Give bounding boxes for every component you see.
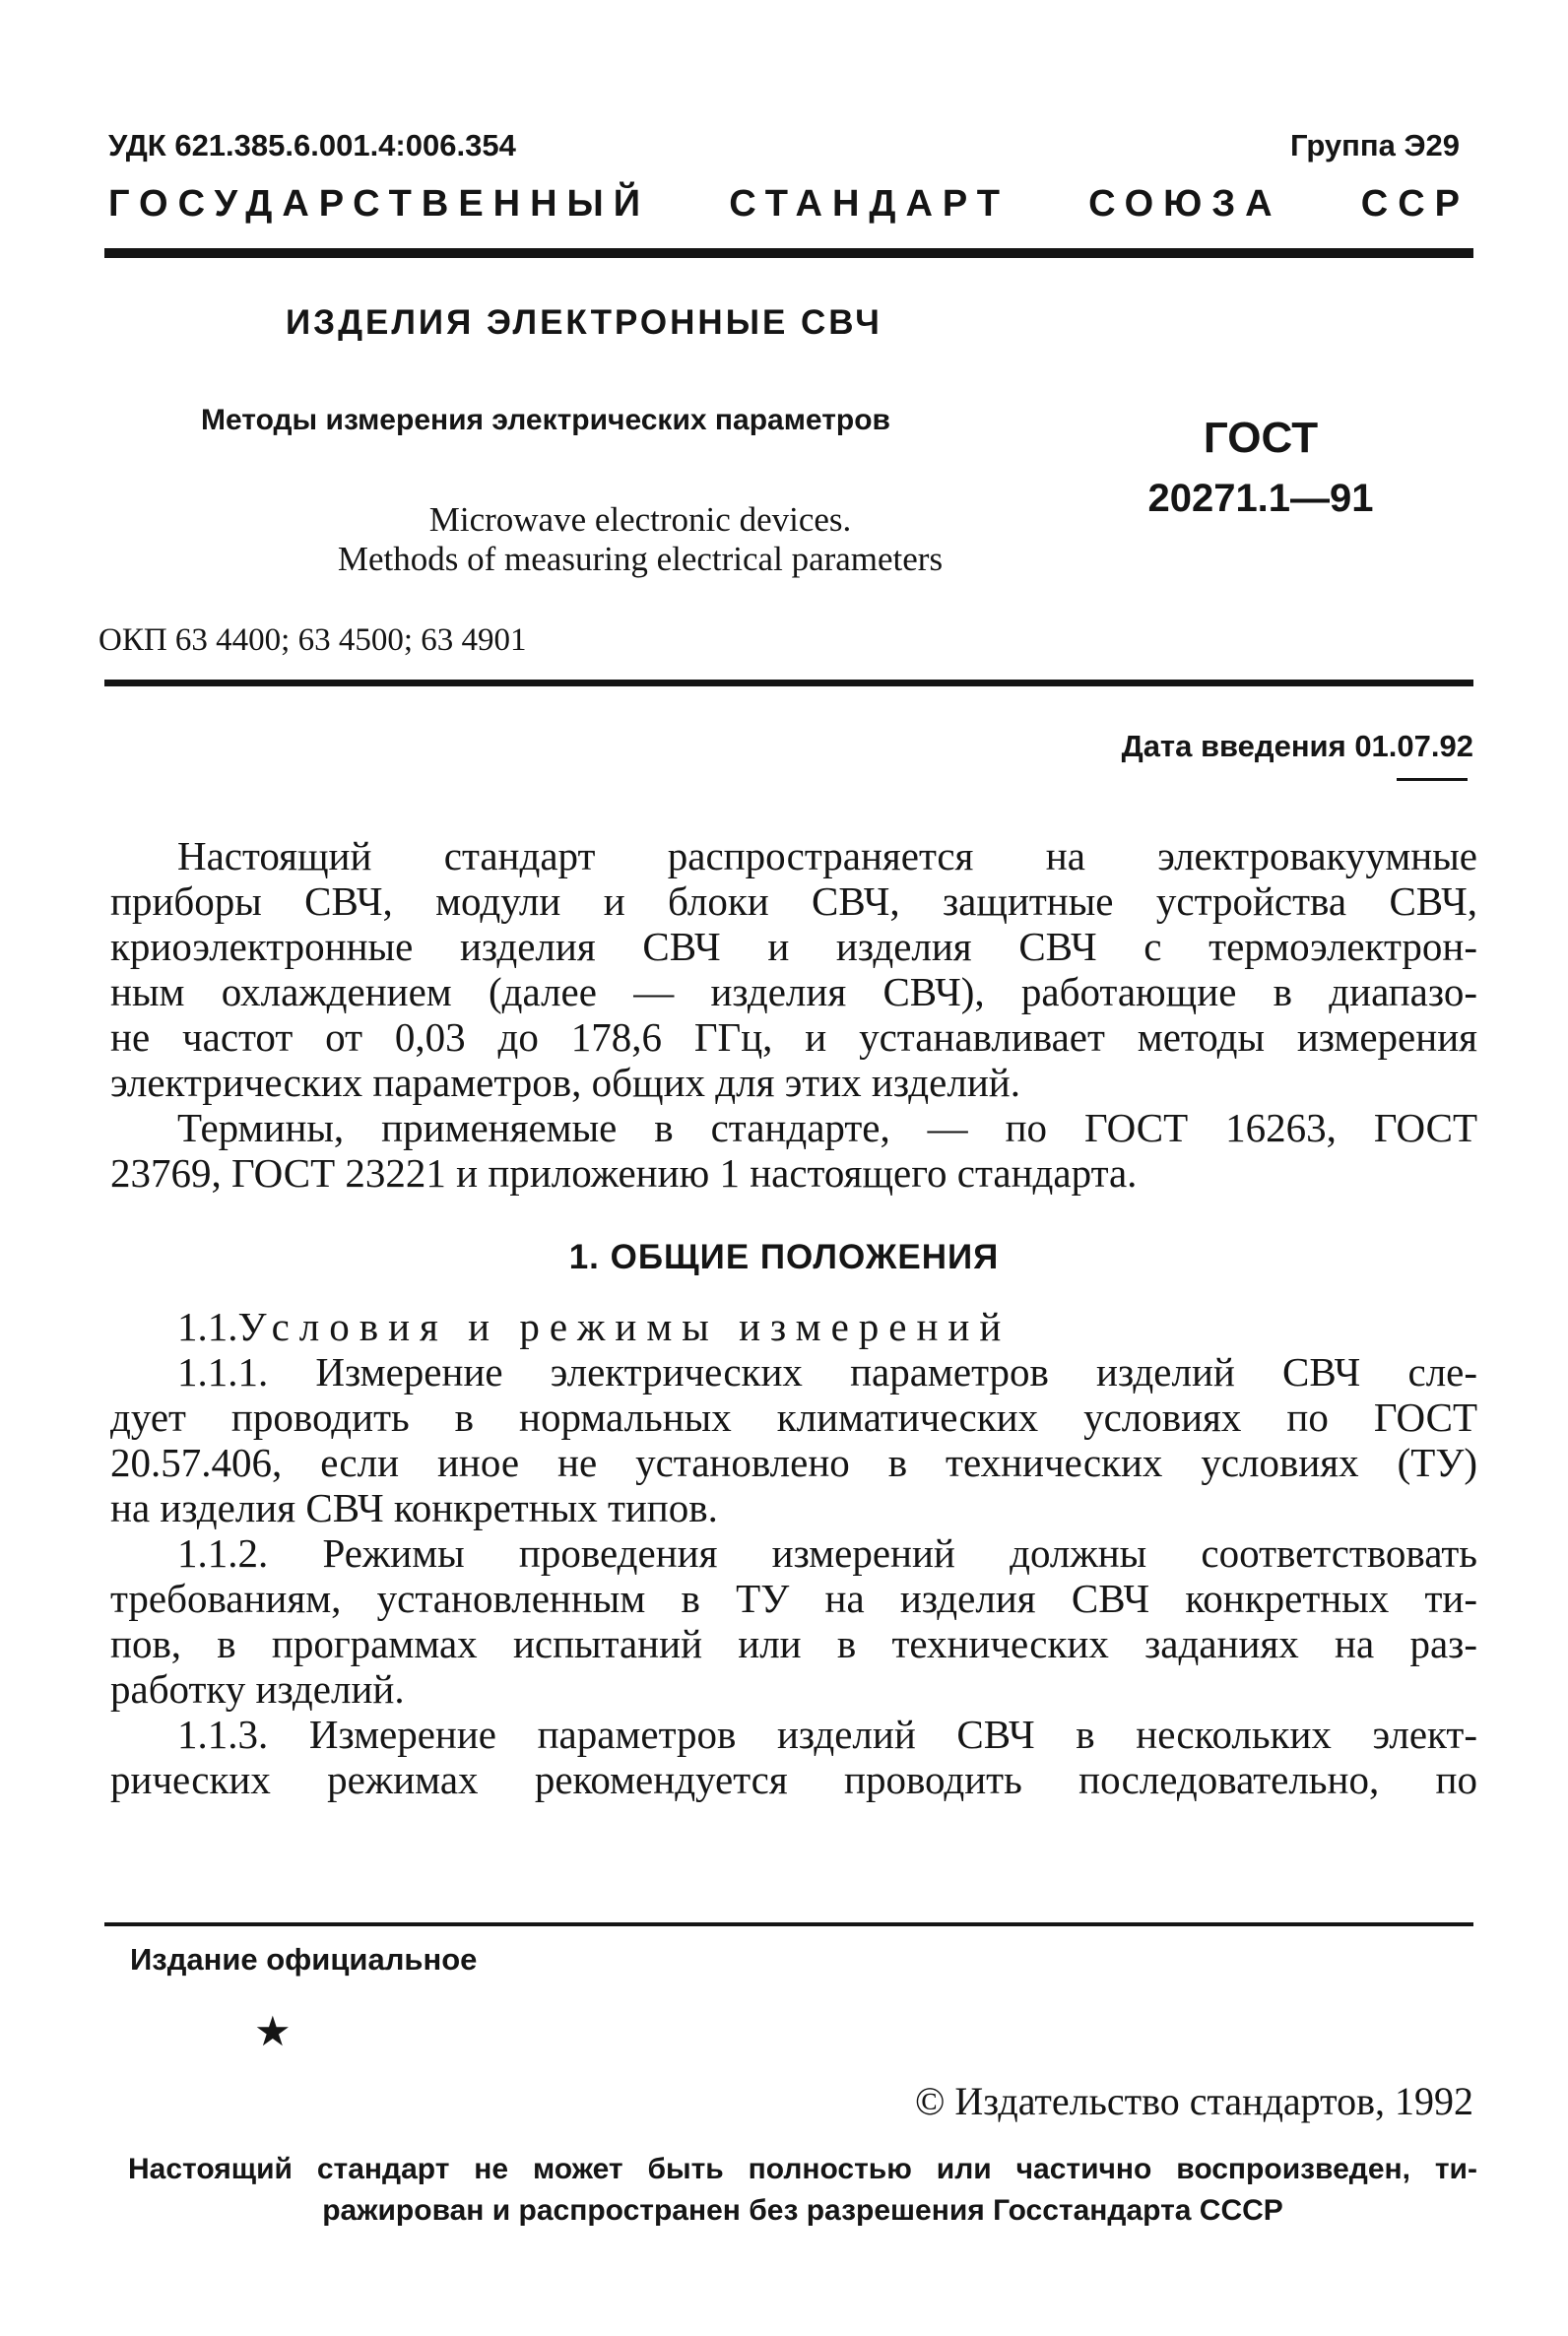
copyright-line: © Издательство стандартов, 1992	[914, 2079, 1473, 2123]
reproduction-notice-line-2: ражирован и распространен без разрешения Госстандарта СССР	[322, 2194, 1283, 2227]
text-line: ным охлаждением (далее — изделия СВЧ), работающие в диапазо-	[110, 969, 1477, 1014]
text-line: криоэлектронные изделия СВЧ и изделия СВЧ с термоэлектрон-	[110, 924, 1477, 969]
paragraph-1-1-2	[110, 1530, 1477, 1712]
state-word-2: СТАНДАРТ	[729, 183, 1010, 225]
state-word-1: ГОСУДАРСТВЕННЫЙ	[108, 183, 651, 225]
subsection-number: 1.1.	[177, 1304, 238, 1349]
text-line: 1.1.1. Измерение электрических параметров изделий СВЧ сле-	[177, 1349, 1477, 1395]
okp-codes: ОКП 63 4400; 63 4500; 63 4901	[98, 622, 527, 658]
text-line: дует проводить в нормальных климатических условиях по ГОСТ	[110, 1395, 1477, 1440]
english-title-line-2: Methods of measuring electrical parameters	[337, 540, 944, 578]
subsection-heading	[110, 1304, 1477, 1349]
text-line: 1.1.3. Измерение параметров изделий СВЧ в нескольких элект-	[177, 1712, 1477, 1757]
state-standard-heading	[108, 183, 1470, 226]
text-line: 1.1.2. Режимы проведения измерений должны соответствовать	[177, 1530, 1477, 1576]
text-line: рических режимах рекомендуется проводить последовательно, по	[110, 1757, 1477, 1802]
subsection-title: Условия и режимы измерений	[237, 1304, 1012, 1349]
footer-rule	[104, 1922, 1473, 1926]
star-icon: ★	[254, 2010, 292, 2055]
official-edition-label: Издание официальное	[130, 1942, 478, 1977]
paragraph-1-1-1	[110, 1349, 1477, 1530]
paragraph-terms	[110, 1105, 1477, 1196]
text-line: приборы СВЧ, модули и блоки СВЧ, защитные устройства СВЧ,	[110, 878, 1477, 924]
document-title: ИЗДЕЛИЯ ЭЛЕКТРОННЫЕ СВЧ	[286, 303, 882, 342]
text-line: не частот от 0,03 до 178,6 ГГц, и устанавливает методы измерения	[110, 1014, 1477, 1060]
document-subtitle: Методы измерения электрических параметров	[201, 404, 890, 436]
text-line: на изделия СВЧ конкретных типов.	[110, 1485, 718, 1530]
section-heading: 1. ОБЩИЕ ПОЛОЖЕНИЯ	[568, 1238, 1000, 1276]
reproduction-notice-line-1: Настоящий стандарт не может быть полностью или частично воспроизведен, ти-	[128, 2153, 1477, 2185]
state-word-3: СОЮЗА	[1088, 183, 1282, 225]
text-line: Термины, применяемые в стандарте, — по ГОСТ 16263, ГОСТ	[177, 1105, 1477, 1150]
english-title-line-1: Microwave electronic devices.	[428, 500, 852, 539]
text-line: требованиям, установленным в ТУ на изделия СВЧ конкретных ти-	[110, 1576, 1477, 1621]
subsection-line	[110, 1304, 1477, 1349]
title-rule	[104, 680, 1473, 686]
introduction-date: Дата введения 01.07.92	[1121, 729, 1473, 763]
text-line: электрических параметров, общих для этих изделий.	[110, 1060, 1020, 1105]
state-word-4: ССР	[1360, 183, 1470, 225]
text-line: пов, в программах испытаний или в технических заданиях на раз-	[110, 1621, 1477, 1666]
paragraph-scope	[110, 833, 1477, 1105]
text-line: 23769, ГОСТ 23221 и приложению 1 настоящего стандарта.	[110, 1150, 1138, 1196]
text-line: работку изделий.	[110, 1666, 405, 1712]
gost-number: 20271.1—91	[1147, 477, 1374, 520]
header-rule	[104, 248, 1473, 258]
gost-label: ГОСТ	[1203, 414, 1319, 462]
text-line: Настоящий стандарт распространяется на электровакуумные	[177, 833, 1477, 878]
text-line: 20.57.406, если иное не установлено в технических условиях (ТУ)	[110, 1440, 1477, 1485]
paragraph-1-1-3	[110, 1712, 1477, 1802]
group-code: Группа Э29	[1290, 128, 1460, 162]
udk-code: УДК 621.385.6.001.4:006.354	[108, 128, 516, 162]
date-underline	[1397, 778, 1468, 781]
